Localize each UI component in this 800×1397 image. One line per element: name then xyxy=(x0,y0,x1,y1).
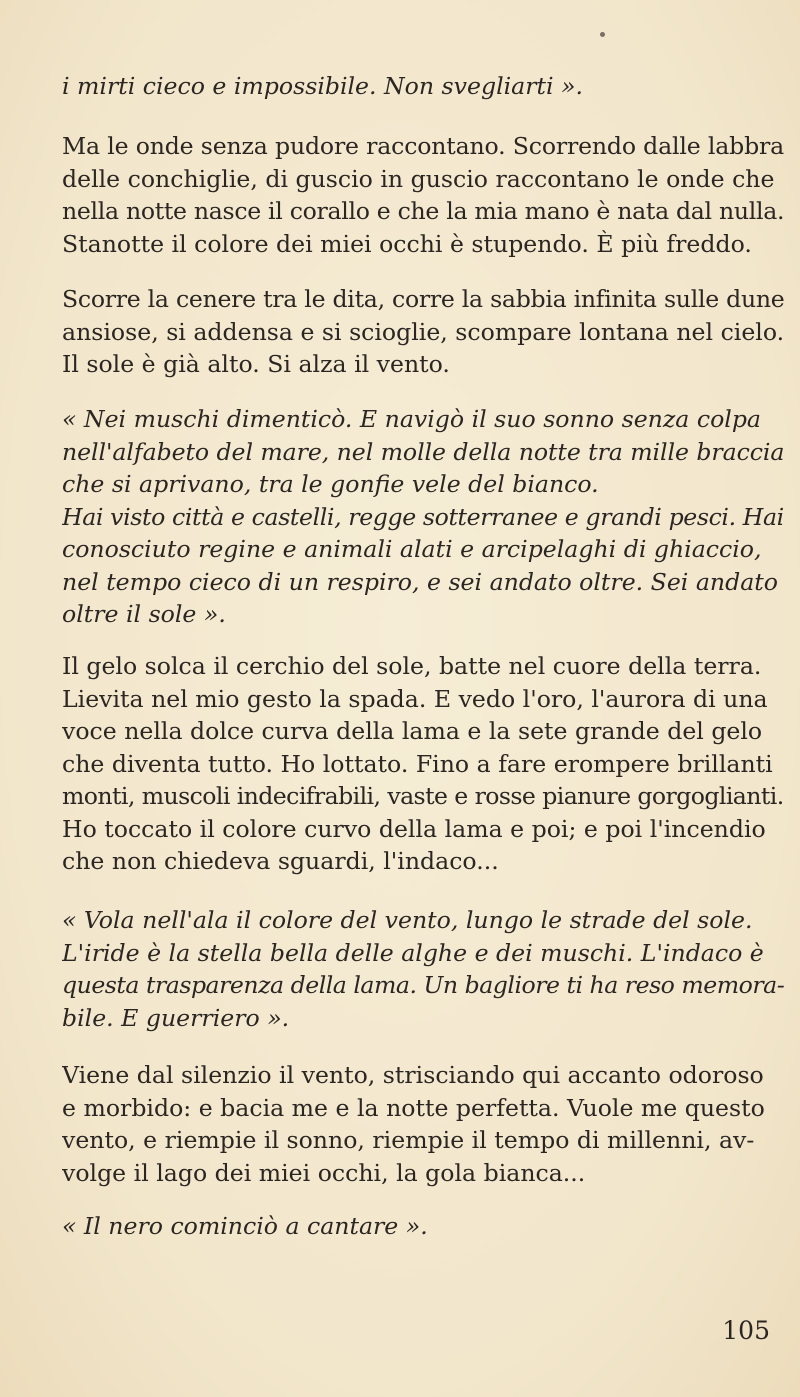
text-line: Viene dal silenzio il vento, strisciando qui accanto odoroso xyxy=(62,1061,764,1089)
text-line: volge il lago dei miei occhi, la gola bianca... xyxy=(62,1158,586,1187)
text-line: i mirti cieco e impossibile. Non svegliarti ». xyxy=(62,72,583,100)
text-line: che si aprivano, tra le gonfie vele del bianco. xyxy=(62,470,599,498)
paragraph-5 xyxy=(62,650,784,878)
paragraph-4 xyxy=(62,403,784,631)
text-line: voce nella dolce curva della lama e la sete grande del gelo xyxy=(62,717,763,745)
text-line: Il sole è già alto. Si alza il vento. xyxy=(62,350,450,378)
text-line: bile. E guerriero ». xyxy=(62,1003,290,1032)
text-line: vento, e riempie il sonno, riempie il tempo di millenni, av- xyxy=(62,1126,755,1154)
text-line: Hai visto città e castelli, regge sotterranee e grandi pesci. Hai xyxy=(62,502,784,531)
text-line: nella notte nasce il corallo e che la mia mano è nata dal nulla. xyxy=(62,197,784,225)
text-line: L'iride è la stella bella delle alghe e dei muschi. L'indaco è xyxy=(62,938,764,967)
text-line: « Nei muschi dimenticò. E navigò il suo sonno senza colpa xyxy=(62,405,761,433)
text-line: « Vola nell'ala il colore del vento, lungo le strade del sole. xyxy=(62,906,753,934)
text-line: monti, muscoli indecifrabili, vaste e rosse pianure gorgoglianti. xyxy=(62,782,784,810)
text-line: oltre il sole ». xyxy=(62,600,226,628)
text-line: nell'alfabeto del mare, nel molle della notte tra mille braccia xyxy=(62,437,784,466)
paragraph-1 xyxy=(62,70,784,103)
text-line: e morbido: e bacia me e la notte perfetta. Vuole me questo xyxy=(62,1093,765,1122)
text-line: Ho toccato il colore curvo della lama e poi; e poi l'incendio xyxy=(62,814,766,843)
text-line: Lievita nel mio gesto la spada. E vedo l'oro, l'aurora di una xyxy=(62,684,768,713)
paragraph-3 xyxy=(62,283,784,381)
paragraph-8 xyxy=(62,1210,784,1243)
text-line: « Il nero cominciò a cantare ». xyxy=(62,1212,428,1240)
paragraph-2 xyxy=(62,130,784,260)
text-line: che non chiedeva sguardi, l'indaco... xyxy=(62,847,499,875)
text-line: ansiose, si addensa e si scioglie, scompare lontana nel cielo. xyxy=(62,317,784,346)
text-line: nel tempo cieco di un respiro, e sei andato oltre. Sei andato xyxy=(62,567,778,596)
text-line: delle conchiglie, di guscio in guscio raccontano le onde che xyxy=(62,164,775,193)
text-line: Stanotte il colore dei miei occhi è stupendo. È più freddo. xyxy=(62,229,752,258)
text-line: che diventa tutto. Ho lottato. Fino a fare erompere brillanti xyxy=(62,749,773,778)
text-line: questa trasparenza della lama. Un bagliore ti ha reso memora- xyxy=(62,971,784,999)
text-line: Il gelo solca il cerchio del sole, batte nel cuore della terra. xyxy=(62,652,762,680)
text-line: Scorre la cenere tra le dita, corre la sabbia infinita sulle dune xyxy=(62,285,784,313)
ink-speck xyxy=(600,32,605,37)
paragraph-7 xyxy=(62,1059,784,1189)
text-line: Ma le onde senza pudore raccontano. Scorrendo dalle labbra xyxy=(62,132,784,160)
text-line: conosciuto regine e animali alati e arcipelaghi di ghiaccio, xyxy=(62,535,762,563)
page-number: 105 xyxy=(722,1316,770,1345)
paragraph-6 xyxy=(62,904,784,1034)
